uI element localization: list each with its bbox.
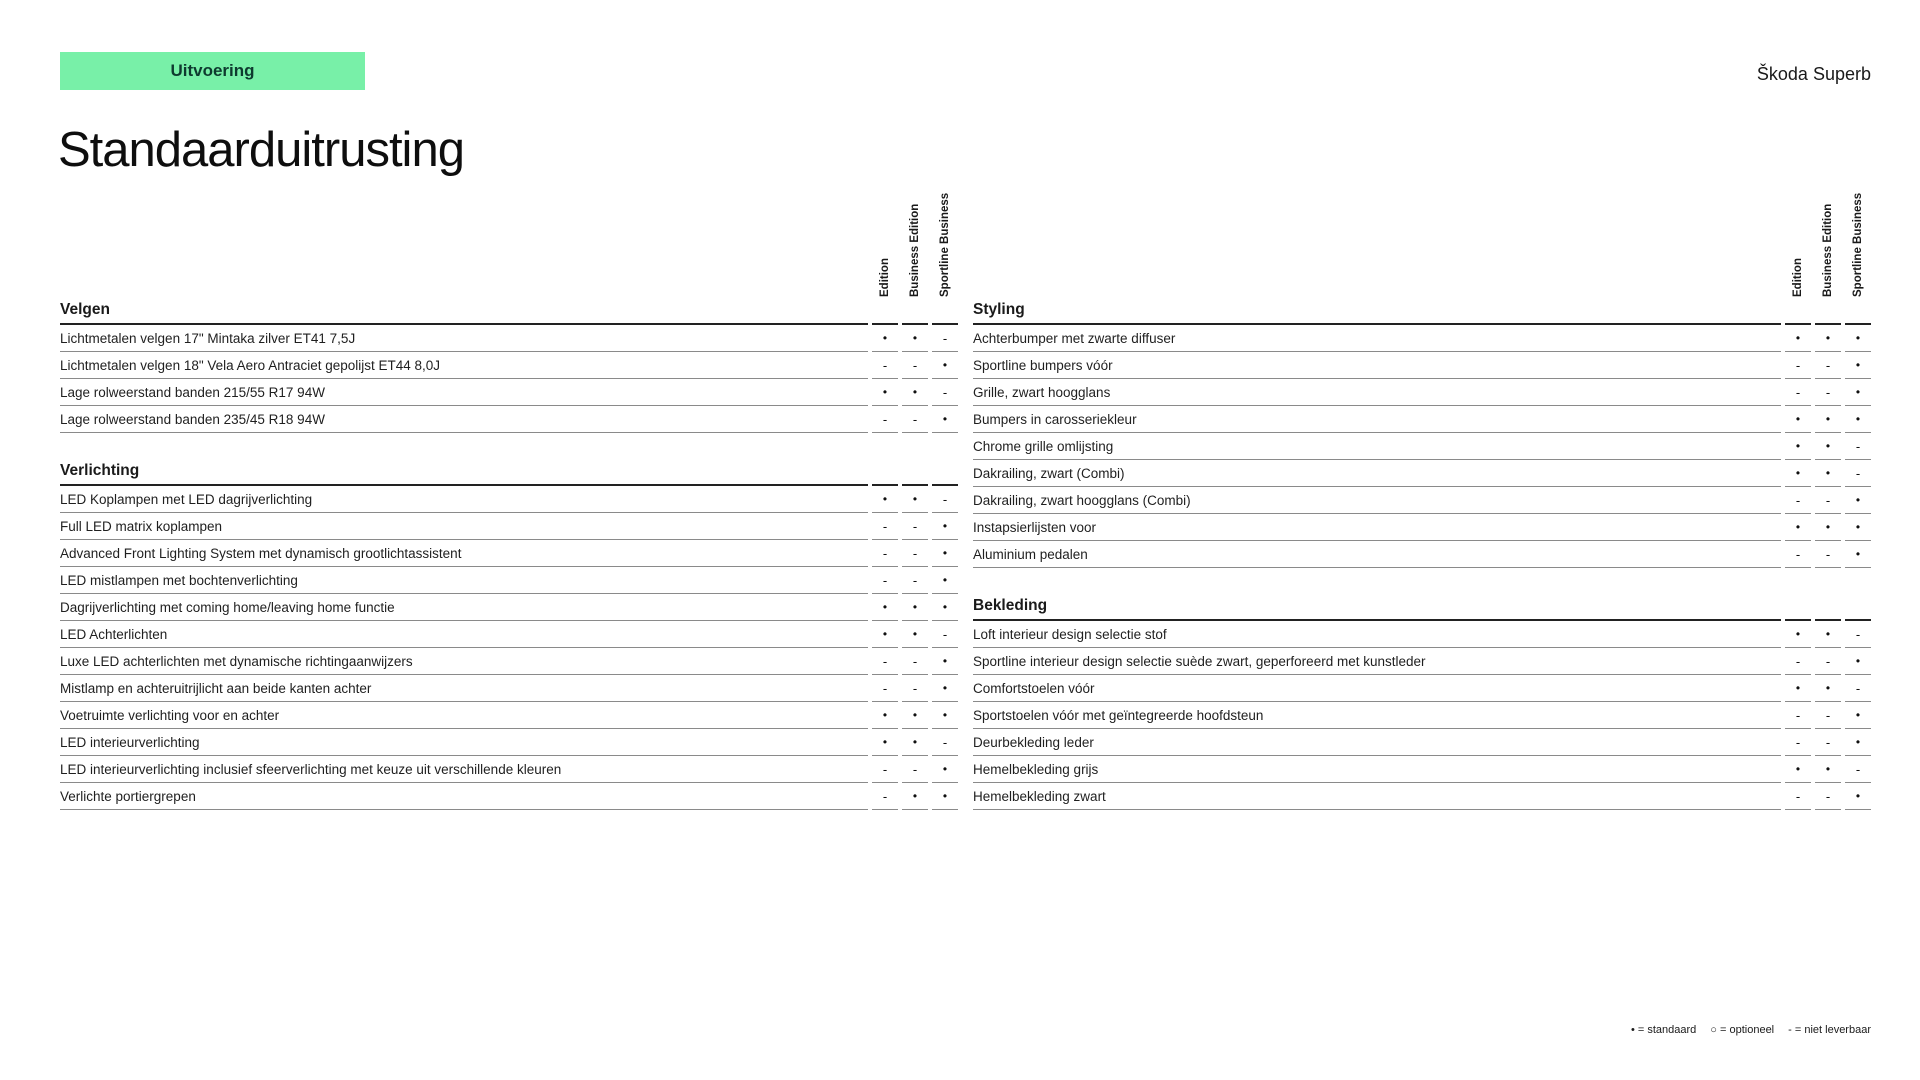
availability-cell-business-edition: - <box>902 540 928 567</box>
section-header-rule <box>872 458 898 486</box>
availability-cell-business-edition: - <box>902 567 928 594</box>
feature-label: Lage rolweerstand banden 215/55 R17 94W <box>60 379 868 406</box>
availability-cell-edition: - <box>872 756 898 783</box>
feature-label: Hemelbekleding grijs <box>973 756 1781 783</box>
feature-label: LED Koplampen met LED dagrijverlichting <box>60 486 868 513</box>
section-header <box>60 297 958 325</box>
table-row <box>60 406 958 433</box>
table-row <box>973 729 1871 756</box>
availability-cell-sportline-business: • <box>1845 379 1871 406</box>
table-row <box>973 702 1871 729</box>
availability-cell-edition: • <box>1785 621 1811 648</box>
availability-cell-business-edition: • <box>1815 325 1841 352</box>
availability-cell-sportline-business: - <box>1845 460 1871 487</box>
availability-cell-business-edition: • <box>902 702 928 729</box>
column-header-edition: Edition <box>879 258 891 297</box>
availability-cell-edition: - <box>872 567 898 594</box>
availability-cell-sportline-business: • <box>932 513 958 540</box>
availability-cell-edition: • <box>872 379 898 406</box>
table-row <box>973 325 1871 352</box>
availability-cell-sportline-business: • <box>1845 729 1871 756</box>
section-velgen <box>60 297 958 433</box>
section-header-rule <box>1785 297 1811 325</box>
availability-cell-edition: • <box>1785 675 1811 702</box>
feature-label: Deurbekleding leder <box>973 729 1781 756</box>
availability-cell-sportline-business: - <box>1845 621 1871 648</box>
availability-cell-edition: • <box>872 594 898 621</box>
availability-cell-sportline-business: • <box>1845 541 1871 568</box>
availability-cell-sportline-business: - <box>932 621 958 648</box>
availability-cell-sportline-business: • <box>932 702 958 729</box>
availability-cell-business-edition: • <box>902 379 928 406</box>
availability-cell-edition: • <box>1785 460 1811 487</box>
feature-label: Luxe LED achterlichten met dynamische richtingaanwijzers <box>60 648 868 675</box>
table-row <box>60 702 958 729</box>
feature-label: Hemelbekleding zwart <box>973 783 1781 810</box>
availability-cell-business-edition: - <box>902 513 928 540</box>
availability-cell-sportline-business: • <box>1845 648 1871 675</box>
availability-cell-sportline-business: • <box>1845 406 1871 433</box>
section-header <box>973 593 1871 621</box>
availability-cell-sportline-business: • <box>932 594 958 621</box>
feature-label: Dakrailing, zwart hoogglans (Combi) <box>973 487 1781 514</box>
availability-cell-edition: - <box>872 406 898 433</box>
column-header-business-edition: Business Edition <box>1822 203 1834 297</box>
availability-cell-business-edition: • <box>902 325 928 352</box>
availability-cell-business-edition: • <box>1815 406 1841 433</box>
table-row <box>60 486 958 513</box>
table-row <box>60 540 958 567</box>
feature-label: Chrome grille omlijsting <box>973 433 1781 460</box>
section-title: Verlichting <box>60 458 868 486</box>
table-row <box>973 487 1871 514</box>
availability-cell-business-edition: - <box>1815 783 1841 810</box>
left-sections <box>60 297 958 810</box>
feature-label: Verlichte portiergrepen <box>60 783 868 810</box>
table-row <box>973 433 1871 460</box>
availability-cell-business-edition: • <box>902 594 928 621</box>
feature-label: Advanced Front Lighting System met dynamisch grootlichtassistent <box>60 540 868 567</box>
feature-label: Full LED matrix koplampen <box>60 513 868 540</box>
section-badge-label: Uitvoering <box>170 61 255 80</box>
availability-cell-business-edition: - <box>1815 487 1841 514</box>
feature-label: Lage rolweerstand banden 235/45 R18 94W <box>60 406 868 433</box>
availability-cell-sportline-business: • <box>1845 702 1871 729</box>
availability-cell-edition: - <box>1785 352 1811 379</box>
availability-cell-edition: - <box>1785 783 1811 810</box>
section-badge <box>60 52 365 90</box>
table-row <box>973 648 1871 675</box>
table-row <box>60 513 958 540</box>
table-row <box>60 756 958 783</box>
availability-cell-sportline-business: • <box>932 675 958 702</box>
availability-cell-sportline-business: • <box>932 352 958 379</box>
table-row <box>60 379 958 406</box>
table-row <box>60 648 958 675</box>
column-header-sportline-business: Sportline Business <box>1852 192 1864 297</box>
legend-optional: ○ = optioneel <box>1710 1024 1775 1036</box>
availability-cell-business-edition: - <box>1815 379 1841 406</box>
availability-cell-sportline-business: - <box>1845 756 1871 783</box>
availability-cell-edition: • <box>872 621 898 648</box>
feature-label: Bumpers in carosseriekleur <box>973 406 1781 433</box>
table-row <box>973 514 1871 541</box>
section-bekleding <box>973 593 1871 810</box>
availability-cell-edition: • <box>872 702 898 729</box>
availability-cell-edition: - <box>872 540 898 567</box>
section-header-rule <box>902 297 928 325</box>
feature-label: Instapsierlijsten voor <box>973 514 1781 541</box>
availability-cell-edition: • <box>1785 433 1811 460</box>
feature-label: Lichtmetalen velgen 17" Mintaka zilver ET41 7,5J <box>60 325 868 352</box>
availability-cell-sportline-business: • <box>932 783 958 810</box>
availability-cell-business-edition: • <box>902 783 928 810</box>
availability-cell-business-edition: • <box>1815 621 1841 648</box>
availability-cell-sportline-business: - <box>932 325 958 352</box>
availability-cell-sportline-business: - <box>932 486 958 513</box>
feature-label: Loft interieur design selectie stof <box>973 621 1781 648</box>
availability-cell-edition: - <box>872 675 898 702</box>
availability-cell-sportline-business: • <box>1845 487 1871 514</box>
availability-cell-edition: - <box>872 648 898 675</box>
availability-cell-business-edition: - <box>1815 648 1841 675</box>
availability-cell-business-edition: • <box>902 486 928 513</box>
legend-not-available: - = niet leverbaar <box>1788 1024 1871 1036</box>
right-equipment-column <box>973 185 1871 810</box>
table-row <box>973 675 1871 702</box>
availability-cell-sportline-business: - <box>932 379 958 406</box>
feature-label: Grille, zwart hoogglans <box>973 379 1781 406</box>
availability-cell-edition: - <box>872 783 898 810</box>
availability-cell-sportline-business: - <box>932 729 958 756</box>
availability-cell-business-edition: - <box>902 406 928 433</box>
availability-cell-edition: • <box>1785 756 1811 783</box>
table-row <box>60 325 958 352</box>
table-row <box>973 379 1871 406</box>
availability-cell-edition: - <box>872 513 898 540</box>
table-row <box>973 460 1871 487</box>
availability-cell-business-edition: - <box>902 352 928 379</box>
availability-cell-business-edition: • <box>1815 756 1841 783</box>
column-header-sportline-business: Sportline Business <box>939 192 951 297</box>
table-row <box>60 594 958 621</box>
availability-cell-edition: • <box>1785 406 1811 433</box>
availability-cell-edition: - <box>1785 487 1811 514</box>
feature-label: Lichtmetalen velgen 18" Vela Aero Antraciet gepolijst ET44 8,0J <box>60 352 868 379</box>
availability-cell-sportline-business: • <box>932 648 958 675</box>
right-sections <box>973 297 1871 810</box>
section-header-rule <box>1815 593 1841 621</box>
availability-cell-edition: - <box>872 352 898 379</box>
availability-cell-edition: • <box>872 325 898 352</box>
left-equipment-column <box>60 185 958 810</box>
feature-label: Mistlamp en achteruitrijlicht aan beide kanten achter <box>60 675 868 702</box>
feature-label: Voetruimte verlichting voor en achter <box>60 702 868 729</box>
section-header-rule <box>1845 297 1871 325</box>
table-row <box>973 756 1871 783</box>
availability-cell-sportline-business: • <box>932 756 958 783</box>
section-header-rule <box>1845 593 1871 621</box>
table-row <box>973 352 1871 379</box>
availability-cell-edition: - <box>1785 702 1811 729</box>
section-title: Styling <box>973 297 1781 325</box>
table-row <box>973 406 1871 433</box>
availability-cell-edition: - <box>1785 541 1811 568</box>
availability-cell-sportline-business: • <box>932 540 958 567</box>
section-header-rule <box>1785 593 1811 621</box>
table-row <box>60 567 958 594</box>
availability-cell-business-edition: • <box>1815 514 1841 541</box>
section-header <box>973 297 1871 325</box>
availability-cell-edition: - <box>1785 729 1811 756</box>
feature-label: Dakrailing, zwart (Combi) <box>973 460 1781 487</box>
feature-label: Comfortstoelen vóór <box>973 675 1781 702</box>
availability-cell-business-edition: - <box>902 675 928 702</box>
section-title: Bekleding <box>973 593 1781 621</box>
table-row <box>973 541 1871 568</box>
feature-label: Sportstoelen vóór met geïntegreerde hoofdsteun <box>973 702 1781 729</box>
availability-cell-business-edition: • <box>1815 460 1841 487</box>
table-row <box>60 352 958 379</box>
availability-cell-business-edition: • <box>902 621 928 648</box>
availability-cell-business-edition: • <box>1815 433 1841 460</box>
page-title: Standaarduitrusting <box>58 123 464 177</box>
section-header-rule <box>872 297 898 325</box>
feature-label: Aluminium pedalen <box>973 541 1781 568</box>
availability-cell-edition: - <box>1785 379 1811 406</box>
feature-label: Dagrijverlichting met coming home/leaving home functie <box>60 594 868 621</box>
feature-label: Sportline interieur design selectie suède zwart, geperforeerd met kunstleder <box>973 648 1781 675</box>
table-row <box>973 783 1871 810</box>
feature-label: Achterbumper met zwarte diffuser <box>973 325 1781 352</box>
legend-standard: • = standaard <box>1630 1024 1697 1036</box>
availability-cell-sportline-business: • <box>1845 514 1871 541</box>
feature-label: Sportline bumpers vóór <box>973 352 1781 379</box>
section-header-rule <box>902 458 928 486</box>
availability-cell-edition: • <box>1785 514 1811 541</box>
availability-cell-edition: • <box>1785 325 1811 352</box>
section-header-rule <box>932 297 958 325</box>
column-header-business-edition: Business Edition <box>909 203 921 297</box>
availability-cell-edition: • <box>872 486 898 513</box>
availability-cell-business-edition: - <box>902 756 928 783</box>
table-row <box>60 621 958 648</box>
legend <box>1631 1024 1871 1036</box>
section-styling <box>973 297 1871 568</box>
availability-cell-sportline-business: - <box>1845 675 1871 702</box>
availability-cell-sportline-business: - <box>1845 433 1871 460</box>
availability-cell-sportline-business: • <box>932 567 958 594</box>
availability-cell-business-edition: - <box>1815 729 1841 756</box>
section-verlichting <box>60 458 958 810</box>
availability-cell-business-edition: - <box>902 648 928 675</box>
availability-cell-business-edition: • <box>902 729 928 756</box>
availability-cell-business-edition: - <box>1815 541 1841 568</box>
column-headers <box>973 185 1871 297</box>
availability-cell-sportline-business: • <box>932 406 958 433</box>
feature-label: LED mistlampen met bochtenverlichting <box>60 567 868 594</box>
table-row <box>60 783 958 810</box>
availability-cell-business-edition: • <box>1815 675 1841 702</box>
section-header-rule <box>932 458 958 486</box>
column-header-edition: Edition <box>1792 258 1804 297</box>
table-row <box>973 621 1871 648</box>
availability-cell-sportline-business: • <box>1845 783 1871 810</box>
availability-cell-business-edition: - <box>1815 352 1841 379</box>
section-header-rule <box>1815 297 1841 325</box>
feature-label: LED interieurverlichting <box>60 729 868 756</box>
availability-cell-sportline-business: • <box>1845 325 1871 352</box>
table-row <box>60 675 958 702</box>
availability-cell-sportline-business: • <box>1845 352 1871 379</box>
section-header <box>60 458 958 486</box>
brand-name: Škoda Superb <box>1756 64 1871 84</box>
availability-cell-edition: - <box>1785 648 1811 675</box>
availability-cell-business-edition: - <box>1815 702 1841 729</box>
section-title: Velgen <box>60 297 868 325</box>
table-row <box>60 729 958 756</box>
availability-cell-edition: • <box>872 729 898 756</box>
column-headers <box>60 185 958 297</box>
feature-label: LED Achterlichten <box>60 621 868 648</box>
feature-label: LED interieurverlichting inclusief sfeerverlichting met keuze uit verschillende kleuren <box>60 756 868 783</box>
